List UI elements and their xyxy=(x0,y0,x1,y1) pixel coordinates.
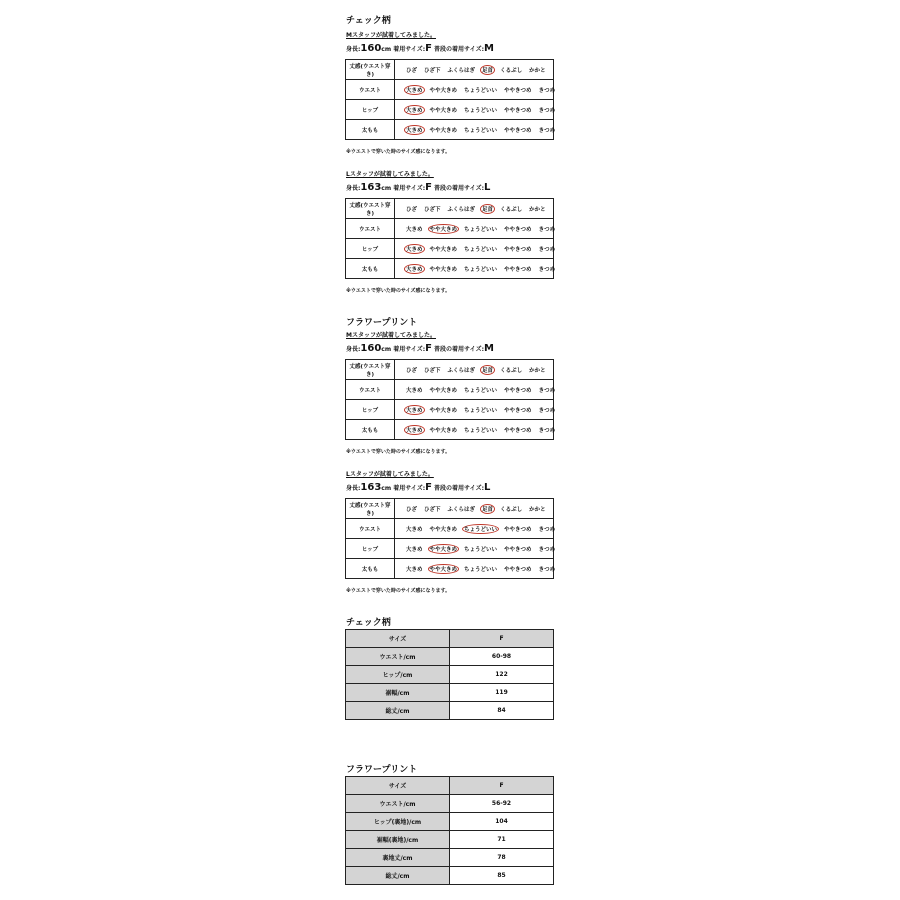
fit-scale xyxy=(395,559,554,579)
fit-option: ちょうどいい xyxy=(464,226,498,233)
size-row xyxy=(346,648,554,666)
size-header-cell: F xyxy=(450,630,554,648)
fit-option: ちょうどいい xyxy=(464,87,498,94)
fit-scale xyxy=(395,519,554,539)
section-title-check: チェック柄 xyxy=(346,16,391,26)
fit-option: ふくらはぎ xyxy=(447,67,476,74)
fit-option: やや大きめ xyxy=(429,266,458,273)
size-row-value: 60-98 xyxy=(450,648,554,666)
fit-option: ひざ下 xyxy=(424,67,441,74)
fit-option-selected: 足首 xyxy=(480,365,495,375)
staff-spec: 身長:160cm 着用サイズ:F 普段の着用サイズ:M xyxy=(346,43,494,54)
fit-note: ※ウエストで穿いた時のサイズ感になります。 xyxy=(346,588,451,594)
fit-option: きつめ xyxy=(538,226,556,233)
fit-option-selected: 大きめ xyxy=(404,125,425,135)
fit-option: 大きめ xyxy=(406,526,423,533)
fit-option: 大きめ xyxy=(406,226,423,233)
fit-row xyxy=(346,60,554,80)
fit-option: ややきつめ xyxy=(504,526,532,533)
fit-option: きつめ xyxy=(538,407,556,414)
fit-row xyxy=(346,259,554,279)
fit-scale xyxy=(395,120,554,140)
size-row xyxy=(346,795,554,813)
fit-option-selected: 足首 xyxy=(480,504,495,514)
fit-option: ひざ下 xyxy=(424,506,441,513)
fit-option: きつめ xyxy=(538,107,556,114)
fit-option: ちょうどいい xyxy=(464,266,498,273)
fit-option: ややきつめ xyxy=(504,246,532,253)
fit-option: やや大きめ xyxy=(429,246,458,253)
fit-option: ふくらはぎ xyxy=(447,367,476,374)
fit-row-label: 丈感(ウエスト穿き) xyxy=(346,199,395,219)
size-row-value: 84 xyxy=(450,702,554,720)
fit-row xyxy=(346,199,554,219)
fit-option-selected: やや大きめ xyxy=(428,224,460,234)
fit-row xyxy=(346,539,554,559)
staff-label: Mスタッフが試着してみました。 xyxy=(346,332,436,339)
size-row xyxy=(346,684,554,702)
fit-scale xyxy=(395,360,554,380)
fit-row xyxy=(346,100,554,120)
fit-option: ちょうどいい xyxy=(464,387,498,394)
fit-option: かかと xyxy=(529,206,546,213)
fit-option: きつめ xyxy=(538,427,556,434)
fit-row-label: ウエスト xyxy=(346,380,395,400)
size-row-value: 85 xyxy=(450,867,554,885)
staff-spec: 身長:163cm 着用サイズ:F 普段の着用サイズ:L xyxy=(346,482,491,493)
fit-option: きつめ xyxy=(538,266,556,273)
fit-option: やや大きめ xyxy=(429,387,458,394)
fit-row-label: ヒップ xyxy=(346,539,395,559)
size-header-cell: サイズ xyxy=(346,777,450,795)
fit-option: ややきつめ xyxy=(504,387,532,394)
fit-row-label: ヒップ xyxy=(346,100,395,120)
size-row xyxy=(346,831,554,849)
fit-scale xyxy=(395,80,554,100)
fit-row xyxy=(346,120,554,140)
fit-scale xyxy=(395,60,554,80)
size-row-label: ヒップ(裏地)/cm xyxy=(346,813,450,831)
size-row-value: 78 xyxy=(450,849,554,867)
fit-option: やや大きめ xyxy=(429,407,458,414)
fit-option: ふくらはぎ xyxy=(447,206,476,213)
fit-option: くるぶし xyxy=(500,206,523,213)
fit-row xyxy=(346,360,554,380)
size-header-cell: F xyxy=(450,777,554,795)
size-row xyxy=(346,867,554,885)
size-row-label: 総丈/cm xyxy=(346,867,450,885)
fit-option-selected: 大きめ xyxy=(404,425,425,435)
fit-scale xyxy=(395,199,554,219)
fit-row xyxy=(346,559,554,579)
fit-table xyxy=(345,359,554,440)
fit-scale xyxy=(395,380,554,400)
fit-option: ややきつめ xyxy=(504,407,532,414)
fit-option: ややきつめ xyxy=(504,266,532,273)
fit-option: きつめ xyxy=(538,546,556,553)
fit-option: 大きめ xyxy=(406,566,423,573)
fit-scale xyxy=(395,539,554,559)
fit-option: くるぶし xyxy=(500,367,523,374)
fit-row xyxy=(346,420,554,440)
size-row-label: 裏地丈/cm xyxy=(346,849,450,867)
fit-option-selected: 大きめ xyxy=(404,244,425,254)
fit-row-label: ウエスト xyxy=(346,219,395,239)
fit-option: ちょうどいい xyxy=(464,546,498,553)
fit-option: きつめ xyxy=(538,387,556,394)
size-table-title: チェック柄 xyxy=(346,618,391,628)
fit-option-selected: やや大きめ xyxy=(428,564,460,574)
fit-scale xyxy=(395,100,554,120)
fit-scale xyxy=(395,499,554,519)
fit-option: ややきつめ xyxy=(504,546,532,553)
fit-row xyxy=(346,219,554,239)
fit-option: ひざ xyxy=(406,67,418,74)
size-row-value: 71 xyxy=(450,831,554,849)
fit-option: 大きめ xyxy=(406,387,423,394)
size-row-label: ウエスト/cm xyxy=(346,795,450,813)
fit-option-selected: 足首 xyxy=(480,204,495,214)
fit-note: ※ウエストで穿いた時のサイズ感になります。 xyxy=(346,449,451,455)
fit-option: きつめ xyxy=(538,526,556,533)
fit-option: くるぶし xyxy=(500,67,523,74)
size-row-value: 119 xyxy=(450,684,554,702)
size-row-label: ウエスト/cm xyxy=(346,648,450,666)
fit-option: ひざ xyxy=(406,506,418,513)
staff-label: Lスタッフが試着してみました。 xyxy=(346,471,434,478)
fit-row xyxy=(346,239,554,259)
fit-option: 大きめ xyxy=(406,546,423,553)
fit-option-selected: ちょうどいい xyxy=(462,524,499,534)
fit-row xyxy=(346,80,554,100)
size-row-label: ヒップ/cm xyxy=(346,666,450,684)
fit-option: ちょうどいい xyxy=(464,107,498,114)
fit-option: ふくらはぎ xyxy=(447,506,476,513)
size-header-cell: サイズ xyxy=(346,630,450,648)
size-table-header xyxy=(346,777,554,795)
fit-option: かかと xyxy=(529,367,546,374)
fit-option: きつめ xyxy=(538,246,556,253)
fit-row xyxy=(346,519,554,539)
fit-option: ややきつめ xyxy=(504,87,532,94)
fit-option: ややきつめ xyxy=(504,226,532,233)
fit-option: きつめ xyxy=(538,566,556,573)
fit-option: ちょうどいい xyxy=(464,127,498,134)
fit-row-label: 丈感(ウエスト穿き) xyxy=(346,499,395,519)
fit-option: ちょうどいい xyxy=(464,407,498,414)
fit-scale xyxy=(395,239,554,259)
fit-row-label: ヒップ xyxy=(346,400,395,420)
fit-option: ややきつめ xyxy=(504,127,532,134)
fit-row xyxy=(346,380,554,400)
fit-row-label: ウエスト xyxy=(346,80,395,100)
fit-option: やや大きめ xyxy=(429,526,458,533)
staff-spec: 身長:163cm 着用サイズ:F 普段の着用サイズ:L xyxy=(346,182,491,193)
size-row-value: 122 xyxy=(450,666,554,684)
fit-option-selected: 大きめ xyxy=(404,85,425,95)
fit-row-label: 太もも xyxy=(346,559,395,579)
fit-option: ちょうどいい xyxy=(464,566,498,573)
fit-row-label: 太もも xyxy=(346,420,395,440)
fit-scale xyxy=(395,420,554,440)
fit-row-label: 丈感(ウエスト穿き) xyxy=(346,60,395,80)
fit-option-selected: 足首 xyxy=(480,65,495,75)
fit-option-selected: 大きめ xyxy=(404,264,425,274)
fit-option: やや大きめ xyxy=(429,127,458,134)
fit-option: ちょうどいい xyxy=(464,246,498,253)
size-row xyxy=(346,666,554,684)
fit-table xyxy=(345,198,554,279)
fit-scale xyxy=(395,219,554,239)
size-table xyxy=(345,629,554,720)
fit-option-selected: 大きめ xyxy=(404,105,425,115)
fit-option: ややきつめ xyxy=(504,427,532,434)
fit-row-label: ヒップ xyxy=(346,239,395,259)
fit-option: きつめ xyxy=(538,127,556,134)
size-row xyxy=(346,849,554,867)
fit-table xyxy=(345,59,554,140)
section-title-flower: フラワープリント xyxy=(346,318,418,328)
staff-spec: 身長:160cm 着用サイズ:F 普段の着用サイズ:M xyxy=(346,343,494,354)
fit-option: ややきつめ xyxy=(504,566,532,573)
fit-row-label: 丈感(ウエスト穿き) xyxy=(346,360,395,380)
fit-row xyxy=(346,400,554,420)
size-table xyxy=(345,776,554,885)
fit-option: ひざ下 xyxy=(424,367,441,374)
fit-option: ややきつめ xyxy=(504,107,532,114)
fit-scale xyxy=(395,259,554,279)
fit-option: やや大きめ xyxy=(429,427,458,434)
fit-row-label: 太もも xyxy=(346,259,395,279)
fit-row xyxy=(346,499,554,519)
size-row-label: 裾幅(裏地)/cm xyxy=(346,831,450,849)
staff-label: Mスタッフが試着してみました。 xyxy=(346,32,436,39)
fit-option: かかと xyxy=(529,67,546,74)
size-table-header xyxy=(346,630,554,648)
fit-scale xyxy=(395,400,554,420)
size-row xyxy=(346,813,554,831)
fit-table xyxy=(345,498,554,579)
fit-option: ひざ下 xyxy=(424,206,441,213)
size-table-title: フラワープリント xyxy=(346,765,418,775)
fit-option: かかと xyxy=(529,506,546,513)
size-row-label: 総丈/cm xyxy=(346,702,450,720)
fit-option: やや大きめ xyxy=(429,107,458,114)
fit-row-label: ウエスト xyxy=(346,519,395,539)
fit-option: やや大きめ xyxy=(429,87,458,94)
fit-option: ちょうどいい xyxy=(464,427,498,434)
fit-option: くるぶし xyxy=(500,506,523,513)
fit-option: ひざ xyxy=(406,206,418,213)
size-row-value: 56-92 xyxy=(450,795,554,813)
staff-label: Lスタッフが試着してみました。 xyxy=(346,171,434,178)
fit-option: ひざ xyxy=(406,367,418,374)
size-row-label: 裾幅/cm xyxy=(346,684,450,702)
size-row xyxy=(346,702,554,720)
fit-note: ※ウエストで穿いた時のサイズ感になります。 xyxy=(346,288,451,294)
fit-row-label: 太もも xyxy=(346,120,395,140)
fit-option-selected: やや大きめ xyxy=(428,544,460,554)
size-row-value: 104 xyxy=(450,813,554,831)
fit-note: ※ウエストで穿いた時のサイズ感になります。 xyxy=(346,149,451,155)
fit-option-selected: 大きめ xyxy=(404,405,425,415)
fit-option: きつめ xyxy=(538,87,556,94)
